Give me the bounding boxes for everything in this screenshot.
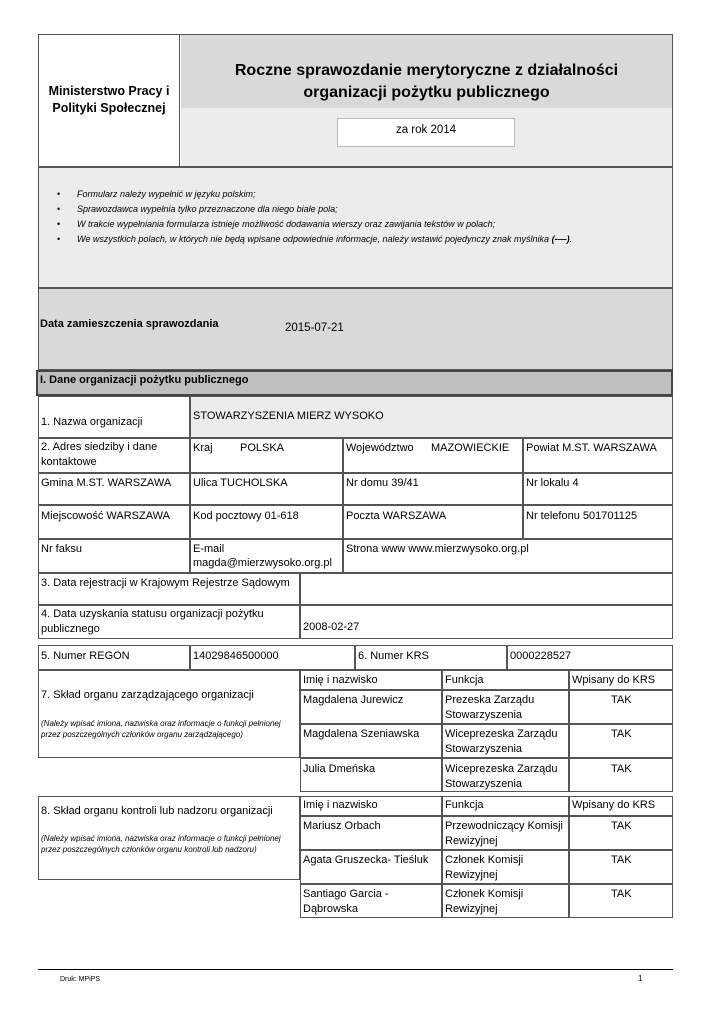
woj-value: MAZOWIECKIE	[431, 442, 510, 454]
date-label: Data zamieszczenia sprawozdania	[40, 318, 219, 330]
board-member-name: Magdalena Szeniawska	[303, 728, 420, 740]
miejscowosc-value: Miejscowość WARSZAWA	[41, 510, 170, 522]
org-name-value[interactable]: STOWARZYSZENIA MIERZ WYSOKO	[193, 410, 384, 422]
kraj-label: Kraj	[193, 442, 213, 454]
email-label: E-mail	[193, 543, 225, 555]
section1-title: I. Dane organizacji pożytku publicznego	[40, 374, 249, 386]
status-label: 4. Data uzyskania statusu organizacji pożytku publicznego	[41, 608, 264, 635]
nr-lokalu-value: Nr lokalu 4	[526, 477, 579, 489]
poczta-value: Poczta WARSZAWA	[346, 510, 447, 522]
control-member-krs: TAK	[611, 888, 632, 900]
control-member-func: Członek Komisji Rewizyjnej	[445, 854, 524, 881]
telefon-value: Nr telefonu 501701125	[526, 510, 638, 522]
year-label: za rok 2014	[395, 124, 457, 136]
date-value[interactable]: 2015-07-21	[285, 322, 344, 334]
board-label-cell	[38, 670, 300, 758]
control-header-func-text: Funkcja	[445, 799, 484, 811]
control-member-name: Santiago Garcia - Dąbrowska	[303, 888, 389, 915]
footer-print-label: Druk: MPiPS	[60, 976, 101, 983]
instruction-item: • We wszystkich polach, w których nie będą wpisane odpowiednie informacje, należy wstawić pojedynczy znak myślnika (-—).	[55, 232, 665, 247]
kod-value: Kod pocztowy 01-618	[193, 510, 299, 522]
regon-value: 14029846500000	[193, 650, 279, 662]
board-label: 7. Skład organu zarządzającego organizacji	[41, 689, 254, 701]
board-member-krs: TAK	[611, 763, 632, 775]
control-member-name: Agata Gruszecka- Tieśluk	[303, 854, 429, 866]
board-member-func: Wiceprezeska Zarządu Stowarzyszenia	[445, 763, 558, 790]
krs-reg-value-cell[interactable]	[300, 573, 673, 605]
krs-label: 6. Numer KRS	[358, 650, 429, 662]
control-header-krs-text: Wpisany do KRS	[572, 799, 656, 811]
board-member-func: Prezeska Zarządu Stowarzyszenia	[445, 694, 535, 721]
krs-reg-label: 3. Data rejestracji w Krajowym Rejestrze Sądowym	[41, 577, 290, 589]
instruction-item: • W trakcie wypełniania formularza istnieje możliwość dodawania wierszy oraz zawijania tekstów w polach;	[55, 217, 665, 232]
ministry-name: Ministerstwo Pracy i Polityki Społecznej	[48, 84, 170, 115]
control-label: 8. Skład organu kontroli lub nadzoru organizacji	[41, 805, 273, 817]
woj-label: Województwo	[346, 442, 414, 454]
kraj-value: POLSKA	[240, 442, 285, 454]
report-title-line2: organizacji pożytku publicznego	[303, 84, 550, 101]
regon-label: 5. Numer REGON	[41, 650, 130, 662]
page-number: 1	[638, 974, 643, 983]
nr-domu-value: Nr domu 39/41	[346, 477, 419, 489]
org-name-label: 1. Nazwa organizacji	[41, 416, 143, 428]
footer-rule	[38, 969, 673, 970]
ulica-value: Ulica TUCHOLSKA	[193, 477, 288, 489]
board-member-func: Wiceprezeska Zarządu Stowarzyszenia	[445, 728, 558, 755]
instruction-item: • Sprawozdawca wypełnia tylko przeznaczone dla niego białe pola;	[55, 202, 665, 217]
report-title-line1: Roczne sprawozdanie merytoryczne z działalności	[234, 62, 619, 79]
control-member-krs: TAK	[611, 854, 632, 866]
faks-label: Nr faksu	[41, 543, 82, 555]
board-member-krs: TAK	[611, 694, 632, 706]
board-member-krs: TAK	[611, 728, 632, 740]
control-member-func: Członek Komisji Rewizyjnej	[445, 888, 524, 915]
control-member-func: Przewodniczący Komisji Rewizyjnej	[445, 820, 563, 847]
email-value: magda@mierzwysoko.org.pl	[193, 557, 332, 569]
board-header-name-text: Imię i nazwisko	[303, 674, 378, 686]
board-member-name: Magdalena Jurewicz	[303, 694, 404, 706]
board-note: (Należy wpisać imiona, nazwiska oraz informacje o funkcji pełnionej przez poszczególnych członków organu zarządzającego)	[41, 719, 281, 739]
control-member-krs: TAK	[611, 820, 632, 832]
board-header-func-text: Funkcja	[445, 674, 484, 686]
address-label: 2. Adres siedziby i dane kontaktowe	[41, 441, 158, 468]
control-note: (Należy wpisać imiona, nazwiska oraz informacje o funkcji pełnionej przez poszczególnych członków organu kontroli lub nadzoru)	[41, 834, 281, 854]
instructions-list	[55, 187, 665, 247]
www-value: Strona www www.mierzwysoko.org.pl	[346, 543, 529, 555]
powiat-value: Powiat M.ST. WARSZAWA	[526, 442, 657, 454]
board-member-name: Julia Dmeńska	[303, 763, 376, 775]
instruction-dash: (-—)	[551, 234, 570, 244]
gmina-value: Gmina M.ST. WARSZAWA	[41, 477, 172, 489]
instruction-item: • Formularz należy wypełnić w języku polskim;	[55, 187, 665, 202]
krs-value: 0000228527	[510, 650, 572, 662]
control-header-name-text: Imię i nazwisko	[303, 799, 378, 811]
board-header-krs-text: Wpisany do KRS	[572, 674, 656, 686]
status-value: 2008-02-27	[303, 621, 360, 633]
control-member-name: Mariusz Orbach	[303, 820, 381, 832]
